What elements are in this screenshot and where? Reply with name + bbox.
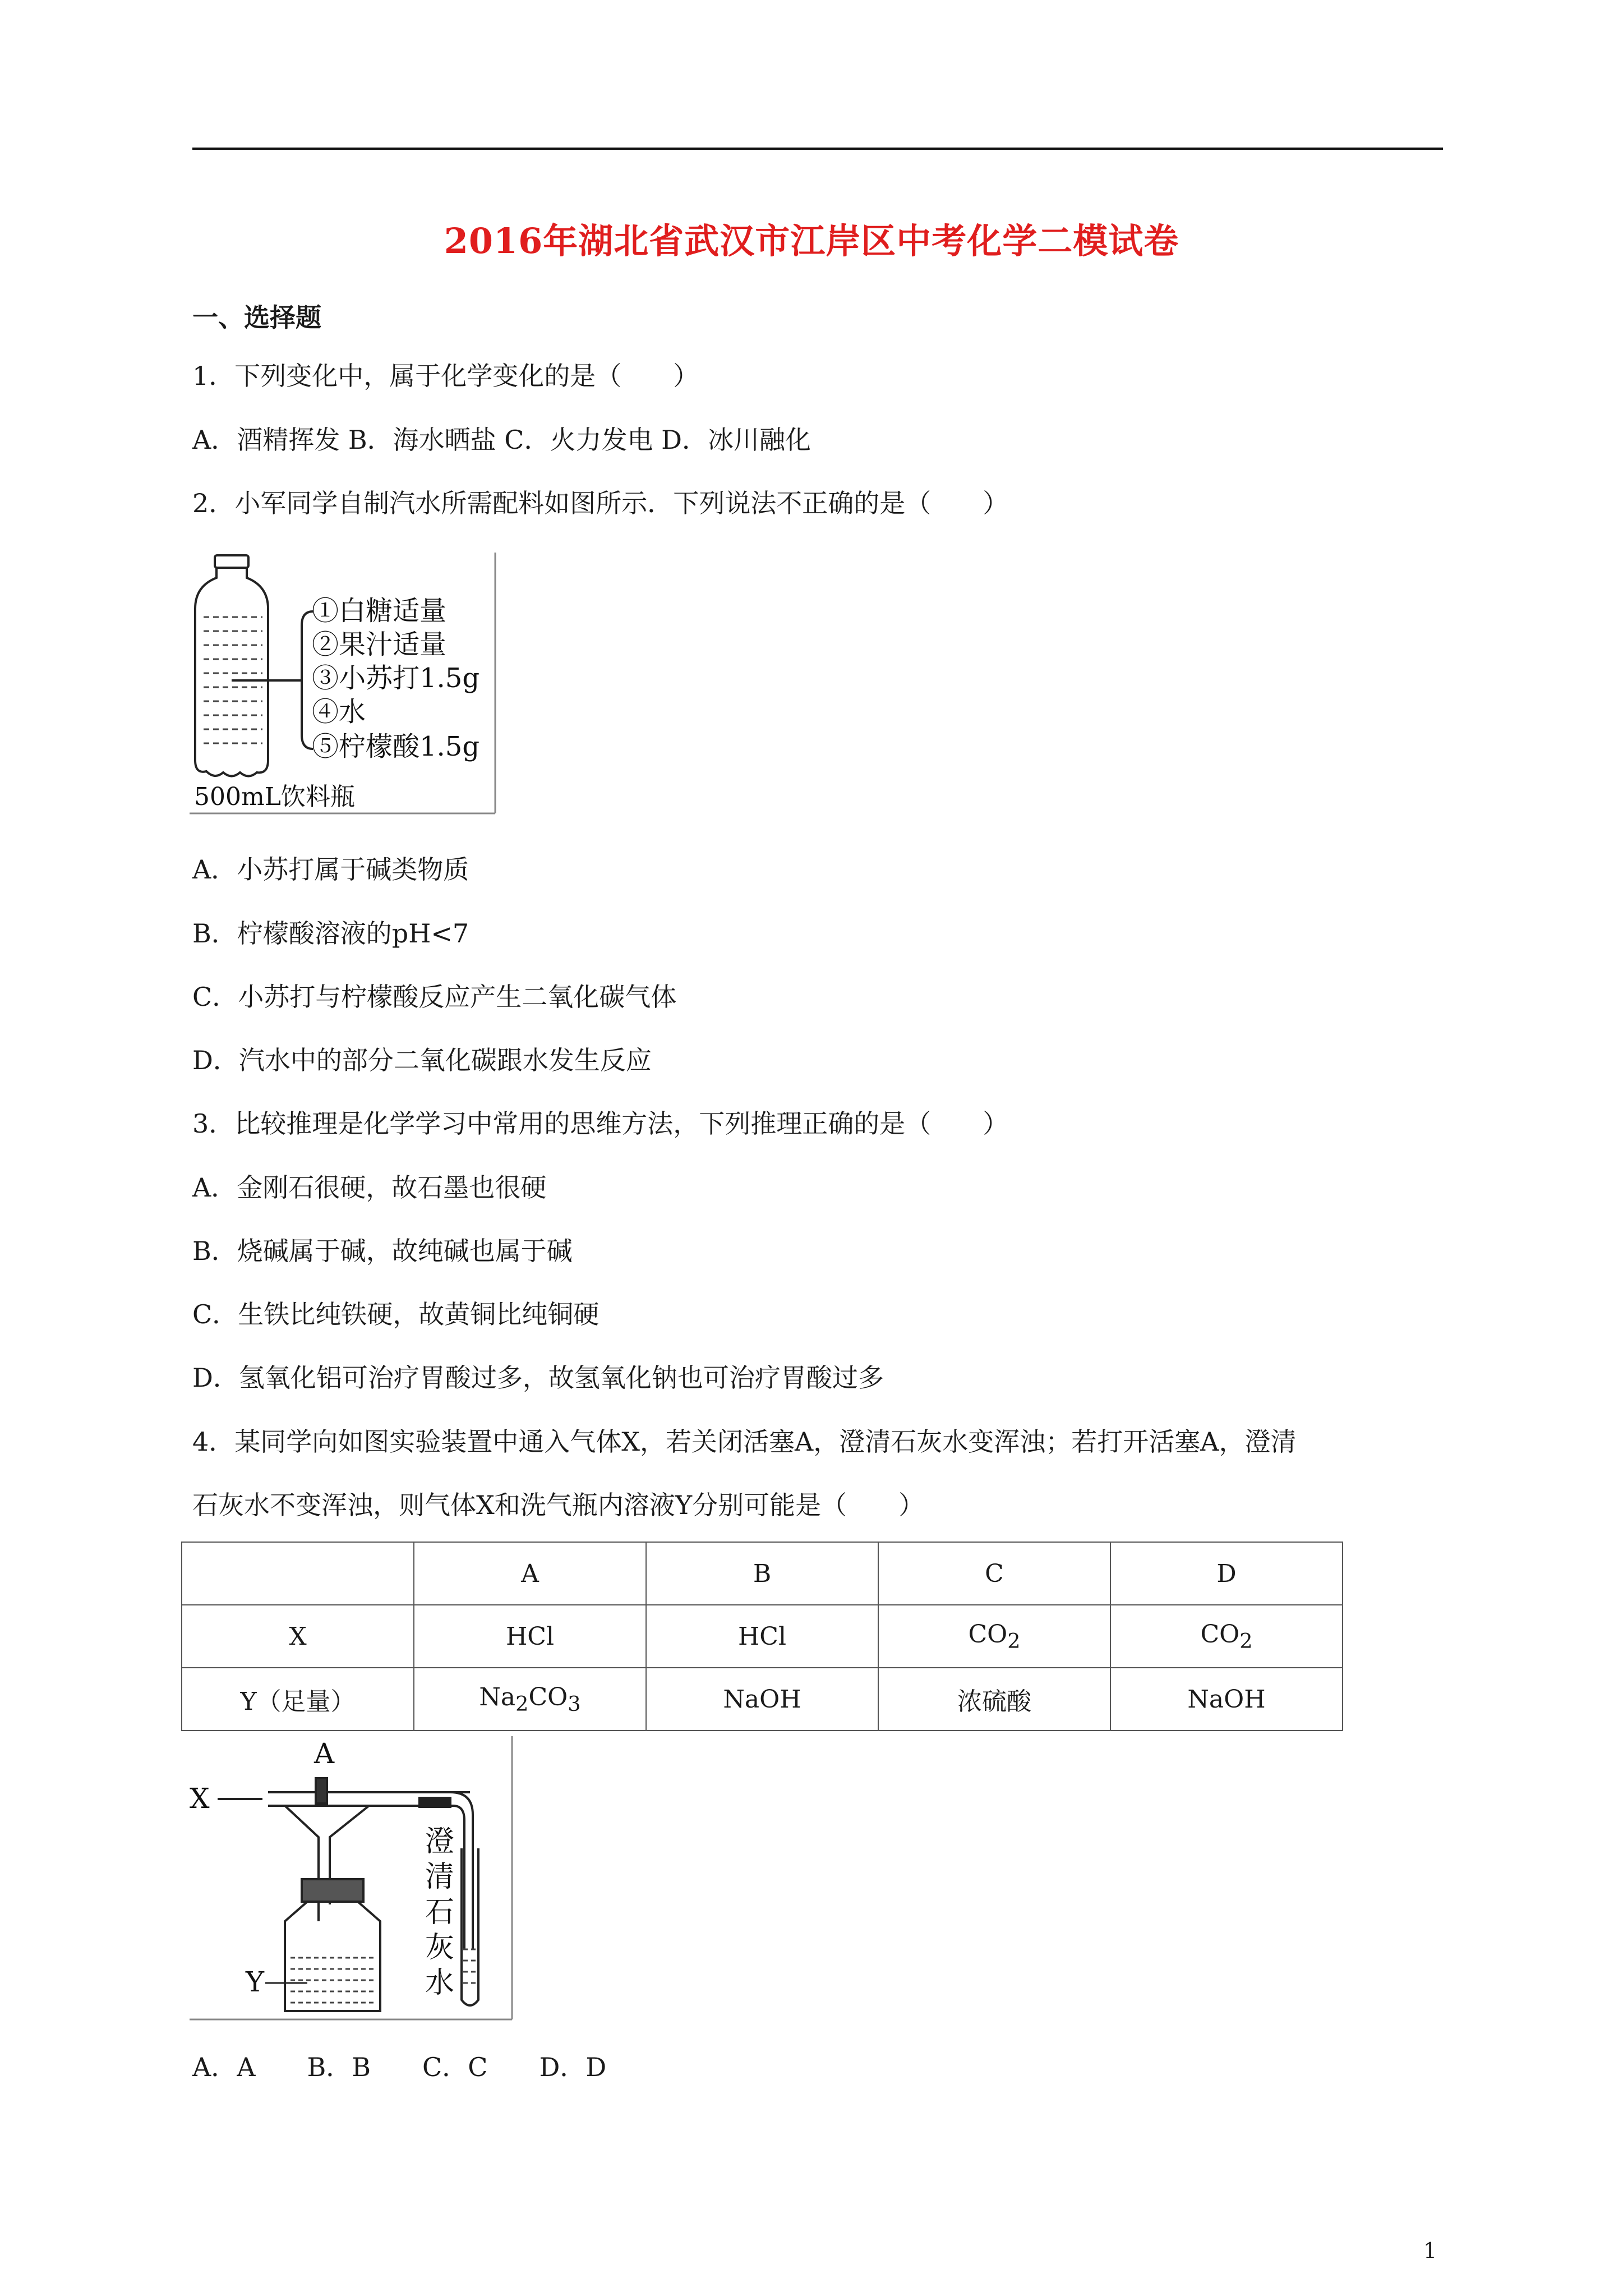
limewater-label: 灰 (425, 1931, 455, 1964)
header-rule (192, 148, 1443, 150)
formula-text: CO (1200, 1619, 1240, 1649)
limewater-label: 清 (425, 1860, 455, 1894)
question-2-option-d: D．汽水中的部分二氧化碳跟水发生反应 (192, 1045, 652, 1075)
question-3-option-b: B．烧碱属于碱，故纯碱也属于碱 (192, 1236, 573, 1266)
limewater-label: 水 (425, 1966, 455, 2000)
limewater-label: 石 (425, 1895, 455, 1929)
ingredient-label: ②果汁适量 (312, 629, 447, 660)
question-3-option-c: C．生铁比纯铁硬，故黄铜比纯铜硬 (192, 1299, 600, 1329)
section-heading: 一、选择题 (192, 302, 321, 333)
formula-text: CO (968, 1619, 1008, 1649)
table-cell: NaOH (1110, 1668, 1343, 1731)
subscript: 2 (515, 1691, 529, 1716)
subscript: 3 (568, 1691, 581, 1716)
table-cell (878, 1605, 1110, 1668)
table-row (182, 1668, 1343, 1731)
figure-caption: 500mL饮料瓶 (194, 783, 355, 811)
question-3-stem: 3．比较推理是化学学习中常用的思维方法，下列推理正确的是（ ） (192, 1108, 1009, 1139)
ingredient-label: ④水 (312, 696, 366, 728)
ingredient-label: ①白糖适量 (312, 595, 447, 627)
question-4-stem-line2: 石灰水不变浑浊，则气体X和洗气瓶内溶液Y分别可能是（ ） (192, 1490, 925, 1520)
subscript: 2 (1239, 1628, 1253, 1653)
page-number: 1 (1423, 2238, 1437, 2263)
label-bracket (232, 611, 313, 749)
formula-text: CO (528, 1682, 568, 1711)
table-cell: A (414, 1542, 646, 1605)
question-2-option-b: B．柠檬酸溶液的pH<7 (192, 918, 469, 949)
table-cell (1110, 1605, 1343, 1668)
gas-label: X (190, 1782, 210, 1815)
table-cell: HCl (646, 1605, 878, 1668)
table-cell: 浓硫酸 (878, 1668, 1110, 1731)
question-2-option-a: A．小苏打属于碱类物质 (192, 854, 469, 885)
table-cell (414, 1668, 646, 1731)
valve-label: A (314, 1737, 335, 1770)
table-cell (182, 1542, 414, 1605)
table-cell: B (646, 1542, 878, 1605)
question-1-stem: 1．下列变化中，属于化学变化的是（ ） (192, 361, 699, 391)
table-cell: X (182, 1605, 414, 1668)
table-row (182, 1542, 1343, 1605)
formula-text: Na (479, 1682, 516, 1711)
question-1-options: A．酒精挥发 B．海水晒盐 C．火力发电 D．冰川融化 (192, 425, 811, 455)
table-cell: NaOH (646, 1668, 878, 1731)
limewater-label: 澄 (425, 1825, 455, 1858)
ingredient-label: ③小苏打1.5g (312, 662, 480, 694)
solution-label: Y (246, 1966, 265, 1998)
table-cell: HCl (414, 1605, 646, 1668)
table-cell: Y（足量） (182, 1668, 414, 1731)
gas-washing-apparatus-figure (190, 1736, 520, 2022)
question-3-option-d: D．氢氧化铝可治疗胃酸过多，故氢氧化钠也可治疗胃酸过多 (192, 1363, 884, 1393)
soda-bottle-figure (190, 553, 498, 816)
question-4-stem-line1: 4．某同学向如图实验装置中通入气体X，若关闭活塞A，澄清石灰水变浑浊；若打开活塞A，澄清 (192, 1427, 1297, 1457)
table-row (182, 1605, 1343, 1668)
options-table (181, 1542, 1343, 1731)
ingredient-label: ⑤柠檬酸1.5g (312, 731, 480, 762)
question-3-option-a: A．金刚石很硬，故石墨也很硬 (192, 1172, 547, 1203)
table-cell: D (1110, 1542, 1343, 1605)
table-cell: C (878, 1542, 1110, 1605)
subscript: 2 (1007, 1628, 1021, 1653)
question-4-options: A．A B．B C．C D．D (192, 2052, 607, 2082)
question-2-option-c: C．小苏打与柠檬酸反应产生二氧化碳气体 (192, 982, 677, 1012)
page-title: 2016年湖北省武汉市江岸区中考化学二模试卷 (444, 220, 1179, 261)
question-2-stem: 2．小军同学自制汽水所需配料如图所示．下列说法不正确的是（ ） (192, 488, 1009, 518)
